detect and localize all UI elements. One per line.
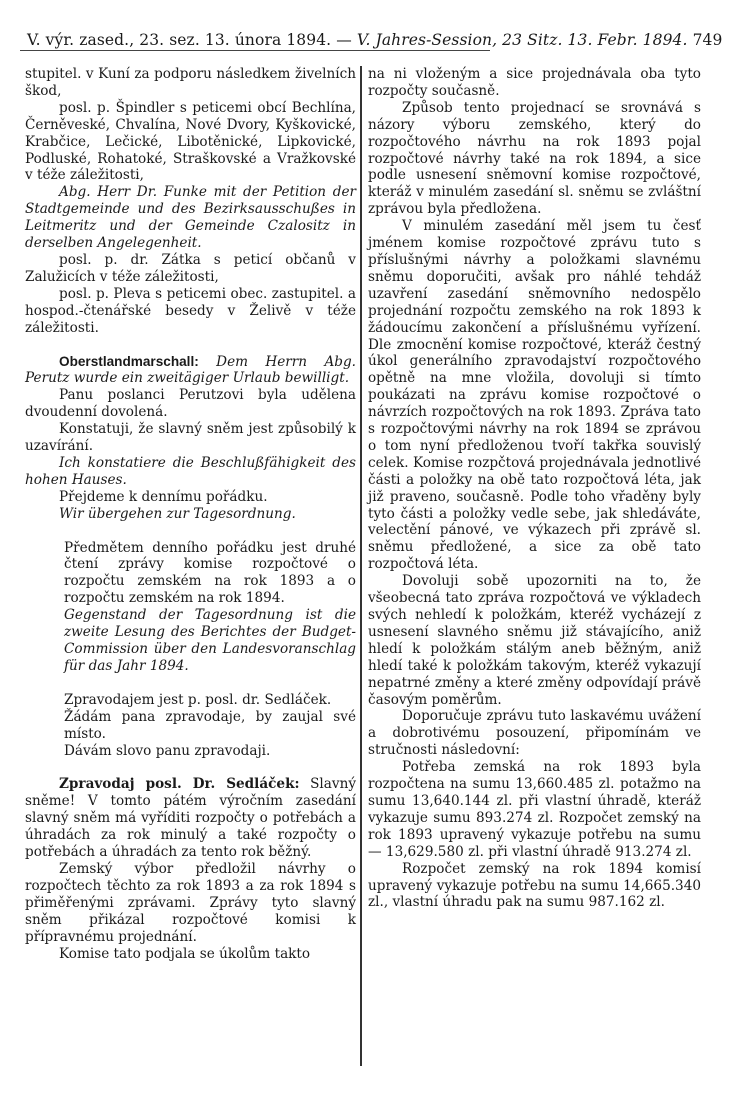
column-divider [360, 66, 362, 1066]
paragraph-text: Gegenstand der Tagesordnung ist die zweite Lesung des Berichtes der Budget-Commission über den Landesvoranschlag für das Jahr 1894. [64, 607, 356, 674]
paragraph [25, 455, 356, 489]
paragraph [368, 759, 701, 860]
paragraph [25, 286, 356, 337]
paragraph [25, 743, 356, 760]
paragraph [368, 218, 701, 573]
paragraph [25, 776, 356, 861]
paragraph [25, 540, 356, 608]
running-header [27, 31, 723, 49]
paragraph [368, 708, 701, 759]
paragraph [25, 506, 356, 523]
paragraph [25, 252, 356, 286]
paragraph-text: Abg. Herr Dr. Funke mit der Petition der Stadtgemeinde und des Bezirksausschußes in Leitmeritz und der Gemeinde Czalositz in derselben Angelegenheit. [25, 184, 356, 252]
left-column [25, 66, 356, 962]
paragraph-text: Způsob tento projednací se srovnává s názory výboru zemského, který do rozpočtového návrhu na rok 1893 pojal rozpočtové návrhy také na rok 1894, a sice podle usnesení sněmovní komise rozpočtové, kteráž v minulém zasedání sl. sněmu se zvláštní zprávou byla předložena. [368, 99, 701, 218]
paragraph-text: Dovoluji sobě upozorniti na to, že všeobecná tato zpráva rozpočtová ve výkladech svých nehledí k položkám, kteréž vycházejí z usnesení slavného sněmu již stávajícího, aniž hledí k položkám stálým aneb běžným, aniž hledí také k položkám takovým, kteréž vykazují nepatrné změny a které změny odpovídají právě časovým poměrům. [368, 573, 701, 708]
paragraph-text: Doporučuje zprávu tuto laskavému uvážení a dobrotivému posouzení, připomínám ve stručnosti následovní: [368, 708, 701, 759]
paragraph-text: Dávám slovo panu zpravodaji. [64, 742, 271, 759]
paragraph [368, 573, 701, 708]
header-separator: — [336, 31, 352, 49]
paragraph-text: posl. p. Špindler s peticemi obcí Bechlína, Černěveské, Chvalína, Nové Dvory, Kyškovické, Krabčice, Lečické, Libotěnické, Lipkovické, Podluské, Rohatoké, Straškovské a Vražkovské v téže záležitosti, [25, 99, 356, 184]
page-number: 749 [692, 31, 723, 49]
paragraph-text: Konstatuji, že slavný sněm jest způsobilý k uzavírání. [25, 421, 356, 455]
paragraph [25, 100, 356, 185]
paragraph [25, 421, 356, 455]
paragraph-text: V minulém zasedání měl jsem tu česť jménem komise rozpočtové zprávu tuto s příslušnými návrhy a položkami slavnému sněmu doporučiti, avšak pro náhlé tehdáž uzavření zasedání sněmovního nedospělo projednání rozpočtu zemského na rok 1893 k žádoucímu zakončení a příslušnému vyřízení. Dle zmocnění komise rozpočtové, kteráž čestný úkol generálního zpravodajství rozpočtového opětně na mne vložila, dovoluji si tímto poukázati na zprávu komise rozpočtové o návrzích rozpočtových na rok 1893. Zpráva tato s rozpočtovými návrhy na rok 1894 se zprávou o tom nyní předloženou tvoří takřka souvislý celek. Komise rozpčtová projednávala jednotlivé části a položky na obě tato rozpočtová léta, jak již praveno, současně. Podle toho vřaděny byly tyto části a položky vedle sebe, jak shledáváte, velectění pánové, ve výkazech při zprávě sl. sněmu předložené, a sice za obě tato rozpočtová léta. [368, 218, 701, 573]
paragraph-text: posl. p. Pleva s peticemi obec. zastupitel. a hospod.-čtenářské besedy v Želivě v téže záležitosti. [25, 285, 356, 336]
header-rule [20, 50, 490, 51]
paragraph [25, 184, 356, 252]
paragraph [25, 946, 356, 963]
paragraph [25, 709, 356, 743]
paragraph [25, 607, 356, 675]
paragraph [25, 387, 356, 421]
paragraph-text: Panu poslanci Perutzovi byla udělena dvoudenní dovolená. [25, 387, 356, 421]
header-german: V. Jahres-Session, 23 Sitz. 13. Febr. 1894. [356, 31, 688, 49]
header-czech: V. výr. zased., 23. sez. 13. února 1894. [27, 31, 332, 49]
paragraph [25, 66, 356, 100]
paragraph-text: Zemský výbor předložil návrhy o rozpočtech těchto za rok 1893 a za rok 1894 s přiměřenými zprávami. Zprávy tyto slavný sněm přikázal rozpočtové komisi k přípravnému projednání. [25, 860, 356, 945]
paragraph [25, 489, 356, 506]
speaker-name: Zpravodaj posl. Dr. Sedláček: [59, 776, 300, 793]
paragraph [25, 861, 356, 946]
paragraph-text: Žádám pana zpravodaje, by zaujal své místo. [64, 708, 356, 742]
paragraph-text: Ich konstatiere die Beschlußfähigkeit des hohen Hauses. [25, 454, 356, 488]
paragraph [368, 66, 701, 100]
paragraph-text: Rozpočet zemský na rok 1894 komisí upravený vykazuje potřebu na sumu 14,665.340 zl., vlastní úhradu pak na sumu 987.162 zl. [368, 860, 701, 911]
paragraph [368, 100, 701, 218]
right-column [368, 66, 701, 911]
speaker-name: Oberstlandmarschall: [59, 353, 199, 369]
paragraph-text: Přejdeme k dennímu pořádku. [59, 488, 268, 505]
paragraph-text: Potřeba zemská na rok 1893 byla rozpočtena na sumu 13,660.485 zl. potažmo na sumu 13,640.144 zl. při vlastní úhradě, kteráž vykazuje sumu 893.274 zl. Rozpočet zemský na rok 1893 upravený vykazuje potřebu na sumu — 13,629.580 zl. při vlastní úhradě 913.274 zl. [368, 759, 701, 860]
paragraph [25, 692, 356, 709]
paragraph [25, 354, 356, 388]
paragraph-text: na ni vloženým a sice projednávala oba tyto rozpočty současně. [368, 66, 701, 99]
paragraph-text: Slavný sněme! V tomto pátém výročním zasedání slavný sněm má vyříditi rozpočty o potřebách a úhradách za rok minulý a také rozpočty o potřebách a úhradách za tento rok běžný. [25, 776, 357, 861]
paragraph-text: Dem Herrn Abg. Perutz wurde ein zweitägiger Urlaub bewilligt. [25, 353, 356, 387]
paragraph-text: Wir übergehen zur Tagesordnung. [59, 505, 296, 522]
paragraph-text: Předmětem denního pořádku jest druhé čtení zprávy komise rozpočtové o rozpočtu zemském na rok 1893 a o rozpočtu zemském na rok 1894. [64, 539, 356, 607]
paragraph-text: stupitel. v Kuní za podporu následkem živelních škod, [25, 66, 356, 99]
paragraph [368, 861, 701, 912]
paragraph-text: posl. p. dr. Zátka s peticí občanů v Zalužicích v téže záležitosti, [25, 251, 356, 285]
paragraph-text: Zpravodajem jest p. posl. dr. Sedláček. [64, 691, 332, 708]
paragraph-text: Komise tato podjala se úkolům takto [59, 945, 311, 962]
